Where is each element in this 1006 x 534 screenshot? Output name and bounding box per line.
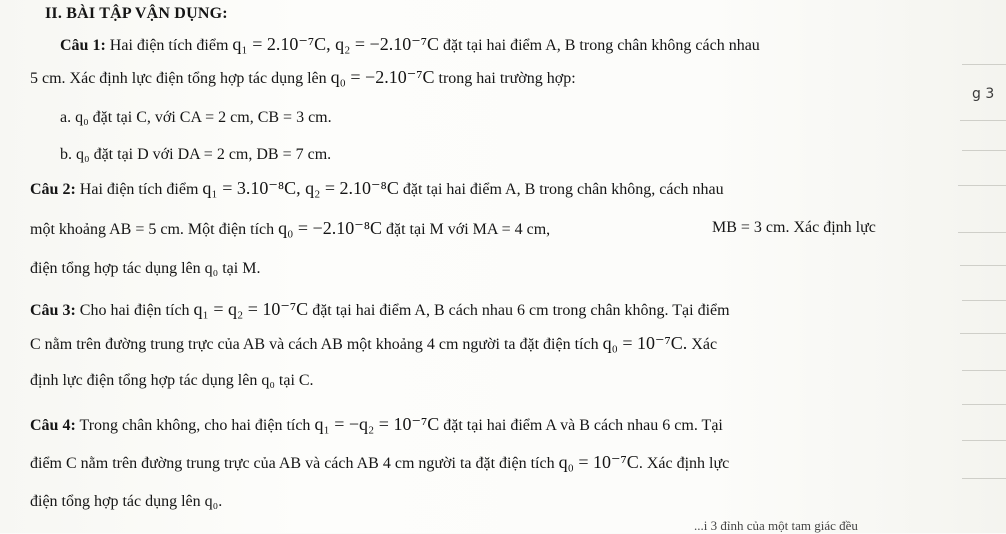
text-fragment: Hai điện tích điểm bbox=[79, 181, 199, 198]
charge-values: q₁ = −q₂ = 10⁻⁷C bbox=[314, 414, 440, 434]
text-fragment: một khoảng AB = 5 cm. Một điện tích bbox=[30, 221, 275, 238]
text-fragment: đặt tại hai điểm A, B trong chân không, cách nhau bbox=[402, 181, 724, 198]
question-4-label: Câu 4: bbox=[30, 417, 76, 434]
text-fragment: . Xác định lực bbox=[638, 455, 730, 472]
question-3-line-2 bbox=[30, 333, 717, 355]
question-2-line-2 bbox=[30, 218, 550, 240]
question-1-line-1 bbox=[60, 34, 760, 56]
margin-rule bbox=[958, 185, 1006, 186]
question-1-label: Câu 1: bbox=[60, 37, 106, 54]
section-heading: II. BÀI TẬP VẬN DỤNG: bbox=[45, 5, 228, 22]
text-fragment: Hai điện tích điểm bbox=[109, 37, 229, 54]
test-charge-value: q₀ = −2.10⁻⁷C bbox=[330, 67, 435, 87]
test-charge-value: q₀ = 10⁻⁷C. bbox=[602, 333, 688, 353]
question-4-line-1 bbox=[30, 414, 723, 436]
margin-rule bbox=[958, 232, 1006, 233]
charge-values: q₁ = 3.10⁻⁸C, q₂ = 2.10⁻⁸C bbox=[202, 178, 399, 198]
question-4-line-3: điện tổng hợp tác dụng lên q₀. bbox=[30, 493, 223, 510]
margin-rule bbox=[960, 120, 1006, 121]
text-fragment: điểm C nằm trên đường trung trực của AB và cách AB 4 cm người ta đặt điện tích bbox=[30, 455, 555, 472]
text-fragment: đặt tại hai điểm A, B cách nhau 6 cm trong chân không. Tại điểm bbox=[312, 302, 730, 319]
handwritten-margin-note: g 3 bbox=[972, 86, 995, 102]
charge-values: q₁ = 2.10⁻⁷C, q₂ = −2.10⁻⁷C bbox=[232, 34, 439, 54]
charge-values: q₁ = q₂ = 10⁻⁷C bbox=[193, 299, 309, 319]
margin-rule bbox=[962, 150, 1006, 151]
margin-rule bbox=[962, 478, 1006, 479]
text-fragment: đặt tại hai điểm A, B trong chân không cách nhau bbox=[443, 37, 760, 54]
margin-rule bbox=[960, 265, 1006, 266]
margin-rule bbox=[962, 440, 1006, 441]
text-fragment: 5 cm. Xác định lực điện tổng hợp tác dụng lên bbox=[30, 70, 327, 87]
question-3-line-1 bbox=[30, 299, 730, 321]
question-1-line-2 bbox=[30, 67, 576, 89]
question-3-label: Câu 3: bbox=[30, 302, 76, 319]
question-1-part-a: a. q₀ đặt tại C, với CA = 2 cm, CB = 3 cm. bbox=[60, 109, 332, 126]
text-fragment: Xác bbox=[691, 336, 718, 353]
question-2-line-1 bbox=[30, 178, 724, 200]
text-fragment: đặt tại M với MA = 4 cm, bbox=[386, 221, 551, 238]
question-2-line-2-end: MB = 3 cm. Xác định lực bbox=[712, 219, 876, 236]
question-2-label: Câu 2: bbox=[30, 181, 76, 198]
question-2-line-3: điện tổng hợp tác dụng lên q₀ tại M. bbox=[30, 260, 261, 277]
test-charge-value: q₀ = −2.10⁻⁸C bbox=[278, 218, 382, 238]
margin-rule bbox=[962, 64, 1006, 65]
text-fragment: Trong chân không, cho hai điện tích bbox=[79, 417, 311, 434]
margin-rule bbox=[960, 333, 1006, 334]
text-fragment: đặt tại hai điểm A và B cách nhau 6 cm. Tại bbox=[443, 417, 723, 434]
text-fragment: trong hai trường hợp: bbox=[438, 70, 576, 87]
margin-rule bbox=[962, 370, 1006, 371]
question-3-line-3: định lực điện tổng hợp tác dụng lên q₀ tại C. bbox=[30, 372, 314, 389]
text-fragment: Cho hai điện tích bbox=[79, 302, 190, 319]
test-charge-value: q₀ = 10⁻⁷C bbox=[558, 452, 639, 472]
text-fragment: C nằm trên đường trung trực của AB và cách AB một khoảng 4 cm người ta đặt điện tích bbox=[30, 336, 599, 353]
cutoff-text: ...i 3 đỉnh của một tam giác đều bbox=[694, 518, 858, 533]
margin-rule bbox=[962, 300, 1006, 301]
question-4-line-2 bbox=[30, 452, 729, 474]
question-1-part-b: b. q₀ đặt tại D với DA = 2 cm, DB = 7 cm. bbox=[60, 146, 332, 163]
margin-rule bbox=[962, 404, 1006, 405]
